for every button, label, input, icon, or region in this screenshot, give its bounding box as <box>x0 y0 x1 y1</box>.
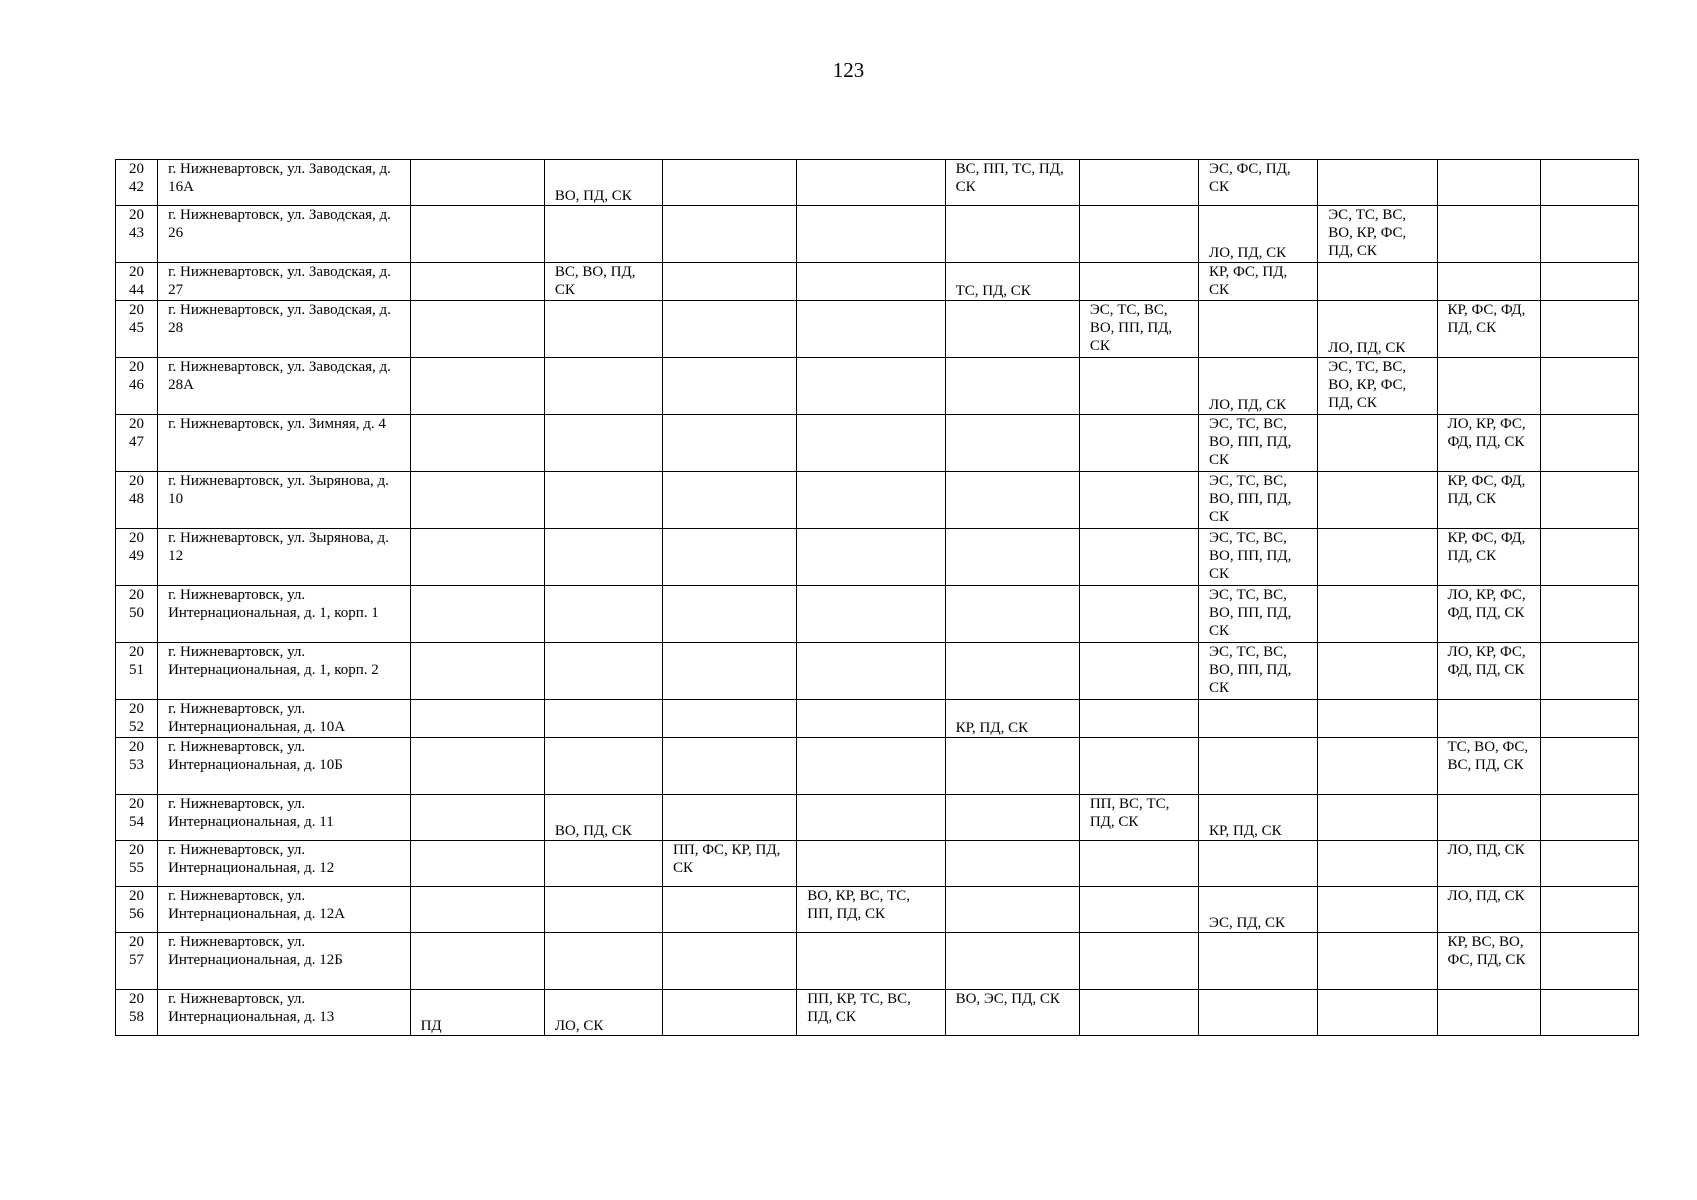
work-cell <box>1079 415 1198 472</box>
table-row <box>116 700 1639 738</box>
address-cell: г. Нижневартовск, ул. Заводская, д. 16А <box>158 160 410 206</box>
work-cell <box>1079 887 1198 933</box>
work-cell <box>797 738 945 795</box>
work-cell: ЭС, ТС, ВС, ВО, ПП, ПД, СК <box>1199 586 1318 643</box>
work-cell <box>1199 700 1318 738</box>
work-cell: ВС, ВО, ПД, СК <box>544 263 662 301</box>
row-number-part: 20 <box>129 842 145 858</box>
work-cell: ТС, ВО, ФС, ВС, ПД, СК <box>1437 738 1540 795</box>
work-cell <box>1540 738 1638 795</box>
work-cell <box>1079 700 1198 738</box>
row-number-part: 20 <box>129 796 145 812</box>
work-cell: ВО, КР, ВС, ТС, ПП, ПД, СК <box>797 887 945 933</box>
row-number-part: 20 <box>129 644 145 660</box>
row-number <box>116 933 158 990</box>
work-cell <box>797 586 945 643</box>
work-cell: ЭС, ТС, ВС, ВО, ПП, ПД, СК <box>1199 643 1318 700</box>
work-cell <box>663 933 797 990</box>
work-cell <box>410 795 544 841</box>
address-cell: г. Нижневартовск, ул. Интернациональная, д. 12 <box>158 841 410 887</box>
work-cell: ЛО, КР, ФС, ФД, ПД, СК <box>1437 415 1540 472</box>
address-cell: г. Нижневартовск, ул. Интернациональная, д. 10А <box>158 700 410 738</box>
work-cell <box>663 586 797 643</box>
row-number <box>116 841 158 887</box>
work-cell <box>1199 738 1318 795</box>
work-cell <box>1540 990 1638 1036</box>
row-number-part: 20 <box>129 161 145 177</box>
work-cell: ПД <box>410 990 544 1036</box>
work-cell: ЭС, ТС, ВС, ВО, ПП, ПД, СК <box>1079 301 1198 358</box>
work-cell: ЭС, ТС, ВС, ВО, ПП, ПД, СК <box>1199 415 1318 472</box>
work-cell: ЛО, ПД, СК <box>1437 887 1540 933</box>
table-row <box>116 990 1639 1036</box>
work-cell <box>544 472 662 529</box>
work-cell: ВО, ПД, СК <box>544 160 662 206</box>
row-number <box>116 529 158 586</box>
work-cell <box>410 263 544 301</box>
work-cell <box>1540 887 1638 933</box>
row-number-part: 42 <box>129 179 145 195</box>
work-cell <box>1540 933 1638 990</box>
row-number-part: 20 <box>129 264 145 280</box>
work-cell: ПП, КР, ТС, ВС, ПД, СК <box>797 990 945 1036</box>
work-cell: КР, ФС, ФД, ПД, СК <box>1437 472 1540 529</box>
work-cell <box>1437 990 1540 1036</box>
page-number: 123 <box>832 58 865 82</box>
work-cell <box>410 700 544 738</box>
work-cell <box>410 472 544 529</box>
work-cell: ЭС, ПД, СК <box>1199 887 1318 933</box>
work-cell: ПП, ФС, КР, ПД, СК <box>663 841 797 887</box>
row-number-part: 49 <box>129 548 145 564</box>
work-cell <box>663 415 797 472</box>
work-cell <box>797 529 945 586</box>
work-cell <box>1540 586 1638 643</box>
work-cell <box>544 700 662 738</box>
row-number <box>116 586 158 643</box>
work-cell <box>797 160 945 206</box>
work-cell <box>1079 472 1198 529</box>
row-number-part: 20 <box>129 473 145 489</box>
work-cell <box>945 358 1079 415</box>
row-number-part: 52 <box>129 719 145 735</box>
work-cell <box>945 795 1079 841</box>
table-row <box>116 358 1639 415</box>
work-cell <box>1079 160 1198 206</box>
work-cell: ЭС, ФС, ПД, СК <box>1199 160 1318 206</box>
work-cell <box>410 301 544 358</box>
work-cell <box>410 529 544 586</box>
work-cell <box>1318 841 1437 887</box>
work-cell <box>1079 263 1198 301</box>
work-cell: КР, ФС, ФД, ПД, СК <box>1437 529 1540 586</box>
row-number-part: 57 <box>129 952 145 968</box>
work-cell: ЛО, КР, ФС, ФД, ПД, СК <box>1437 586 1540 643</box>
work-cell: ЭС, ТС, ВС, ВО, ПП, ПД, СК <box>1199 529 1318 586</box>
work-cell <box>1318 795 1437 841</box>
work-cell <box>797 700 945 738</box>
row-number-part: 50 <box>129 605 145 621</box>
work-cell <box>663 472 797 529</box>
work-cell: ВС, ПП, ТС, ПД, СК <box>945 160 1079 206</box>
work-cell <box>663 738 797 795</box>
work-cell <box>1079 990 1198 1036</box>
work-cell <box>797 301 945 358</box>
table-row <box>116 472 1639 529</box>
work-cell <box>1079 358 1198 415</box>
work-cell <box>945 643 1079 700</box>
row-number <box>116 643 158 700</box>
work-cell <box>1540 472 1638 529</box>
work-cell <box>1540 301 1638 358</box>
work-cell <box>410 933 544 990</box>
work-cell <box>1540 643 1638 700</box>
row-number-part: 46 <box>129 377 145 393</box>
work-cell <box>1199 990 1318 1036</box>
work-cell <box>1318 738 1437 795</box>
work-cell <box>544 643 662 700</box>
row-number-part: 47 <box>129 434 145 450</box>
work-cell <box>544 738 662 795</box>
table-row <box>116 263 1639 301</box>
work-cell <box>1318 263 1437 301</box>
work-cell <box>410 738 544 795</box>
work-cell <box>945 301 1079 358</box>
table-row <box>116 841 1639 887</box>
work-cell <box>945 415 1079 472</box>
work-cell <box>544 301 662 358</box>
work-cell <box>663 301 797 358</box>
work-cell <box>410 358 544 415</box>
work-cell <box>663 700 797 738</box>
work-cell <box>1540 263 1638 301</box>
work-cell <box>663 206 797 263</box>
row-number-part: 20 <box>129 359 145 375</box>
row-number <box>116 160 158 206</box>
table-row <box>116 643 1639 700</box>
work-cell <box>1318 990 1437 1036</box>
work-cell <box>1437 700 1540 738</box>
work-cell <box>1540 358 1638 415</box>
address-cell: г. Нижневартовск, ул. Заводская, д. 28 <box>158 301 410 358</box>
work-cell <box>410 887 544 933</box>
row-number <box>116 206 158 263</box>
address-cell: г. Нижневартовск, ул. Заводская, д. 27 <box>158 263 410 301</box>
address-cell: г. Нижневартовск, ул. Зырянова, д. 10 <box>158 472 410 529</box>
table-row <box>116 586 1639 643</box>
work-cell <box>1318 887 1437 933</box>
row-number <box>116 263 158 301</box>
row-number-part: 43 <box>129 225 145 241</box>
work-cell <box>1540 415 1638 472</box>
work-cell <box>544 586 662 643</box>
work-cell <box>663 990 797 1036</box>
work-cell <box>945 206 1079 263</box>
work-cell <box>1079 643 1198 700</box>
work-cell <box>410 841 544 887</box>
work-cell <box>663 160 797 206</box>
work-cell: ЛО, ПД, СК <box>1437 841 1540 887</box>
work-cell: ЛО, КР, ФС, ФД, ПД, СК <box>1437 643 1540 700</box>
address-cell: г. Нижневартовск, ул. Заводская, д. 26 <box>158 206 410 263</box>
row-number-part: 20 <box>129 934 145 950</box>
row-number <box>116 887 158 933</box>
work-cell <box>663 263 797 301</box>
work-cell <box>663 795 797 841</box>
work-cell <box>1079 933 1198 990</box>
work-cell <box>663 643 797 700</box>
work-cell: КР, ПД, СК <box>1199 795 1318 841</box>
work-cell <box>797 841 945 887</box>
work-cell <box>544 415 662 472</box>
work-cell <box>797 795 945 841</box>
work-cell <box>797 206 945 263</box>
table-row <box>116 301 1639 358</box>
work-cell: ЛО, СК <box>544 990 662 1036</box>
work-cell <box>1437 795 1540 841</box>
work-cell <box>945 841 1079 887</box>
table-row <box>116 160 1639 206</box>
work-cell <box>797 472 945 529</box>
row-number-part: 56 <box>129 906 145 922</box>
work-cell <box>1318 529 1437 586</box>
work-cell <box>544 887 662 933</box>
work-cell <box>1079 738 1198 795</box>
work-cell: ЛО, ПД, СК <box>1199 358 1318 415</box>
work-cell <box>1318 472 1437 529</box>
address-cell: г. Нижневартовск, ул. Интернациональная, д. 13 <box>158 990 410 1036</box>
table-row <box>116 206 1639 263</box>
work-cell <box>1199 301 1318 358</box>
row-number <box>116 358 158 415</box>
address-cell: г. Нижневартовск, ул. Интернациональная, д. 11 <box>158 795 410 841</box>
row-number <box>116 415 158 472</box>
row-number-part: 20 <box>129 888 145 904</box>
work-cell <box>1079 529 1198 586</box>
row-number-part: 55 <box>129 860 145 876</box>
row-number-part: 20 <box>129 302 145 318</box>
work-cell <box>1199 933 1318 990</box>
work-cell <box>1437 206 1540 263</box>
row-number <box>116 301 158 358</box>
row-number-part: 53 <box>129 757 145 773</box>
work-cell <box>797 358 945 415</box>
work-cell <box>797 933 945 990</box>
row-number-part: 20 <box>129 991 145 1007</box>
row-number-part: 20 <box>129 416 145 432</box>
work-cell <box>1199 841 1318 887</box>
table-row <box>116 738 1639 795</box>
work-cell <box>410 415 544 472</box>
work-cell <box>945 738 1079 795</box>
work-cell <box>945 529 1079 586</box>
work-cell <box>544 933 662 990</box>
work-cell <box>1437 160 1540 206</box>
work-cell <box>544 529 662 586</box>
work-cell <box>544 358 662 415</box>
work-cell <box>1540 700 1638 738</box>
address-cell: г. Нижневартовск, ул. Интернациональная, д. 12Б <box>158 933 410 990</box>
work-cell <box>1079 206 1198 263</box>
work-cell: ВО, ЭС, ПД, СК <box>945 990 1079 1036</box>
work-cell <box>1079 586 1198 643</box>
address-cell: г. Нижневартовск, ул. Заводская, д. 28А <box>158 358 410 415</box>
row-number <box>116 700 158 738</box>
work-cell <box>663 887 797 933</box>
row-number <box>116 472 158 529</box>
work-cell: ТС, ПД, СК <box>945 263 1079 301</box>
work-cell: КР, ВС, ВО, ФС, ПД, СК <box>1437 933 1540 990</box>
work-cell <box>1318 160 1437 206</box>
work-cell: ЭС, ТС, ВС, ВО, КР, ФС, ПД, СК <box>1318 206 1437 263</box>
work-cell: КР, ФС, ПД, СК <box>1199 263 1318 301</box>
work-cell <box>1437 358 1540 415</box>
address-cell: г. Нижневартовск, ул. Интернациональная, д. 1, корп. 2 <box>158 643 410 700</box>
work-cell <box>1540 206 1638 263</box>
work-cell <box>945 472 1079 529</box>
work-cell <box>1540 841 1638 887</box>
work-cell <box>1437 263 1540 301</box>
work-cell <box>1318 643 1437 700</box>
work-cell: КР, ПД, СК <box>945 700 1079 738</box>
work-cell <box>945 887 1079 933</box>
row-number-part: 58 <box>129 1009 145 1025</box>
work-cell <box>1318 933 1437 990</box>
work-cell <box>1318 415 1437 472</box>
work-cell: ЭС, ТС, ВС, ВО, КР, ФС, ПД, СК <box>1318 358 1437 415</box>
address-cell: г. Нижневартовск, ул. Интернациональная, д. 1, корп. 1 <box>158 586 410 643</box>
work-cell <box>797 643 945 700</box>
row-number-part: 20 <box>129 207 145 223</box>
work-cell <box>797 263 945 301</box>
work-cell: ВО, ПД, СК <box>544 795 662 841</box>
address-cell: г. Нижневартовск, ул. Интернациональная, д. 10Б <box>158 738 410 795</box>
work-cell: ПП, ВС, ТС, ПД, СК <box>1079 795 1198 841</box>
table-row <box>116 795 1639 841</box>
work-cell <box>797 415 945 472</box>
work-cell <box>1318 700 1437 738</box>
work-cell <box>1079 841 1198 887</box>
row-number <box>116 795 158 841</box>
work-cell <box>663 358 797 415</box>
work-cell <box>544 206 662 263</box>
row-number-part: 54 <box>129 814 145 830</box>
row-number-part: 20 <box>129 587 145 603</box>
work-cell <box>410 586 544 643</box>
work-cell: ЭС, ТС, ВС, ВО, ПП, ПД, СК <box>1199 472 1318 529</box>
work-cell <box>663 529 797 586</box>
row-number-part: 48 <box>129 491 145 507</box>
work-cell: ЛО, ПД, СК <box>1318 301 1437 358</box>
table-row <box>116 415 1639 472</box>
row-number <box>116 738 158 795</box>
row-number-part: 20 <box>129 530 145 546</box>
address-cell: г. Нижневартовск, ул. Зырянова, д. 12 <box>158 529 410 586</box>
work-cell <box>544 841 662 887</box>
table-row <box>116 529 1639 586</box>
address-cell: г. Нижневартовск, ул. Интернациональная, д. 12А <box>158 887 410 933</box>
work-cell <box>1318 586 1437 643</box>
row-number-part: 45 <box>129 320 145 336</box>
address-cell: г. Нижневартовск, ул. Зимняя, д. 4 <box>158 415 410 472</box>
row-number-part: 44 <box>129 282 145 298</box>
work-cell: КР, ФС, ФД, ПД, СК <box>1437 301 1540 358</box>
row-number-part: 20 <box>129 701 145 717</box>
row-number-part: 51 <box>129 662 145 678</box>
work-cell <box>1540 529 1638 586</box>
table-row <box>116 933 1639 990</box>
repair-schedule-table <box>115 159 1639 1036</box>
row-number <box>116 990 158 1036</box>
work-cell <box>1540 795 1638 841</box>
work-cell <box>410 206 544 263</box>
row-number-part: 20 <box>129 739 145 755</box>
work-cell <box>410 160 544 206</box>
work-cell <box>945 933 1079 990</box>
table-row <box>116 887 1639 933</box>
work-cell: ЛО, ПД, СК <box>1199 206 1318 263</box>
work-cell <box>945 586 1079 643</box>
work-cell <box>1540 160 1638 206</box>
work-cell <box>410 643 544 700</box>
